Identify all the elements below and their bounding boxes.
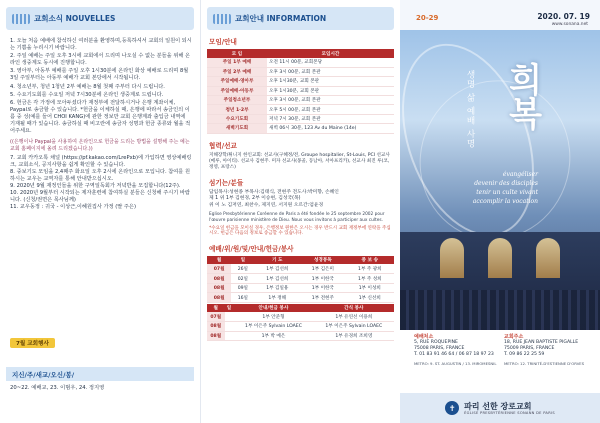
servants-line-1: 담임목사:성현종 부목사:김태식, 전현주 전도사:박미향, 손혜인 (209, 189, 339, 195)
schedule-meeting: 청년 1·2부 (207, 105, 267, 114)
service-roster-table (207, 304, 394, 341)
birthdays-header: 지신/주/새교/오신/봉/ (6, 367, 194, 381)
roster-column-header: 월 (207, 304, 225, 312)
motto-line: évangéliser (502, 171, 538, 178)
church-events-label: 7월 교회행사 (10, 338, 55, 348)
roster-cell (225, 331, 234, 341)
church-pews (400, 290, 600, 330)
stripe-deco-icon (12, 14, 30, 24)
roster-row (207, 293, 394, 303)
schedule-title: 모임/안내 (209, 38, 237, 46)
issue-number: 20-29 (416, 14, 439, 22)
roster-column-header: 성경봉독 (300, 256, 346, 264)
mission-title: 협력/선교 (209, 141, 237, 150)
schedule-meeting: 주일예배·영아부 (207, 77, 267, 86)
roster-cell: 1부 김선희 (254, 264, 300, 274)
church-city: 75009 PARIS, FRANCE (504, 346, 555, 351)
church-name-fr: ÉGLISE PRESBYTÉRIENNE SONANN DE PARIS (464, 410, 555, 415)
cover-panel (400, 0, 600, 423)
roster-row (207, 274, 394, 284)
schedule-meeting: 수요기도회 (207, 114, 267, 123)
information-header-label: 교회안내 INFORMATION (235, 14, 327, 23)
roster-column-header: 안내/헌금 봉사 (233, 304, 313, 312)
schedule-meeting: 주일 2부 예배 (207, 67, 267, 76)
vertical-motto: 생명 삶 예배 사명 (465, 70, 475, 149)
church-name: 파리 선한 장로교회 (464, 401, 532, 411)
roster-section (207, 243, 394, 341)
roster-cell: 1부 주 광희 (346, 264, 394, 274)
worship-metro: METRO: 9. ST. AUGUSTIN / 13. MIROMESNIL (414, 361, 497, 366)
notice-item: 11. 교우동정 : 귀국 - 이상근,이혜원집사 가정 (딸 주은) (10, 204, 136, 211)
roster-cell: 1부 김은미 (300, 264, 346, 274)
roster-column-header: 월 (207, 256, 231, 264)
roster-cell: 08월 (207, 283, 231, 293)
cover-title: 희복 (502, 62, 542, 130)
roster-row (207, 264, 394, 274)
schedule-meeting: 주일청소년부 (207, 96, 267, 105)
roster-cell: 26일 (231, 264, 254, 274)
schedule-row (207, 105, 394, 114)
roster-column-header: 간식 봉사 (314, 304, 394, 312)
schedule-time: 오후 1시30분, 교회 본관 (267, 86, 394, 95)
schedule-meeting: 주일예배·아동부 (207, 86, 267, 95)
roster-cell: 08월 (207, 293, 231, 303)
birthdays-line: 20~22. 예배교, 23. 이범우, 24. 정지영 (10, 385, 105, 391)
information-header (207, 7, 394, 30)
schedule-time: 오후 3시 00분, 교회 본관 (267, 67, 394, 76)
notice-item: 4. 청소년부, 청년 1청년 2부 예배는 8월 첫째 주부터 다시 드립니다. (10, 83, 165, 90)
roster-cell: 1부 주 성희 (346, 274, 394, 284)
roster-cell: 1부 김선희 (254, 274, 300, 284)
roster-cell: 07월 (207, 264, 231, 274)
roster-cell: 1부 유연선 이용희 (314, 312, 394, 322)
schedule-row (207, 96, 394, 105)
roster-cell: 1부 안준형 (233, 312, 313, 322)
window-arch (536, 238, 560, 278)
notice-item: 6. 헌금은 각 가정에 모아두셨다가 재정부에 전달하시거나 은행 계좌이체, Paypal로 송금할 수 있습니다. *헌금을 이체하실 때, 은행에 따라서 송금인의 이름 중 성(예를 들어 CHOI KANG)에 관한 정보만 교회 은행계좌 출입금 내역에 기재될 때가 있습니다. 송금하실 때 비고란에 송금자 성명과 헌금 종류와 월을 적어주세요. (10, 99, 191, 135)
roster-row (207, 312, 394, 322)
church-street: 18, RUE JEAN BAPTISTE PIGALLE (504, 340, 579, 345)
roster-cell: 1부 이은주 Sylvain LOAEC (233, 322, 313, 332)
schedule-section (207, 36, 394, 134)
notice-item: 8. 중보기도 모임을 2,4째주 화요일 오후 2시에 온라인으로 모입니다. 참여를 원하시는 교우는 교역자를 통해 안내받으십시오. (10, 169, 190, 183)
schedule-col-time: 모임시간 (267, 49, 394, 58)
roster-table (207, 256, 394, 303)
roster-cell: 02일 (231, 274, 254, 284)
notice-item: 9. 2020년 9월 재정인들을 위한 구역일독회가 저녁반을 모집합니다(12주). (10, 183, 181, 190)
roster-cell: 08월 (207, 322, 225, 332)
roster-cell: 1부 신선희 (346, 293, 394, 303)
servants-section (207, 177, 394, 238)
schedule-time: 오후 3시 00분, 교회 본관 (267, 96, 394, 105)
roster-cell: 1부 정해 (254, 293, 300, 303)
roster-cell (225, 322, 234, 332)
schedule-time: 오후 5시 00분, 교회 본관 (267, 105, 394, 114)
schedule-row (207, 67, 394, 76)
roster-cell: 1부 이은주 Sylvain LOAEC (314, 322, 394, 332)
roster-cell: 08월 (207, 331, 225, 341)
worship-city: 75008 PARIS, FRANCE (414, 346, 465, 351)
website-link[interactable]: www.sonana.net (551, 22, 588, 27)
notice-item: 5. 수요기도회를 수요일 저녁 7시30분에 온라인 생중계로 드립니다. (10, 91, 164, 98)
schedule-row (207, 124, 394, 133)
motto-line: devenir des disciples (474, 180, 538, 187)
notices-header (6, 7, 194, 30)
schedule-time: 새벽 06시 30분, 123 Av du Maine (14e) (267, 124, 394, 133)
roster-cell: 16일 (231, 293, 254, 303)
roster-row (207, 283, 394, 293)
church-address (504, 334, 600, 366)
window-arch (488, 238, 512, 278)
roster-cell: 09일 (231, 283, 254, 293)
roster-title: 예배/위/원/및/안내/헌금/봉사 (209, 245, 294, 254)
roster-column-header: 중 보 송 (346, 256, 394, 264)
notices-panel (0, 0, 200, 423)
worship-address-label: 예배처소 (414, 334, 434, 340)
schedule-time: 저녁 7시 30분, 교회 본관 (267, 114, 394, 123)
notice-item: 7. 교회 카카오톡 채널 (https://pf.kakao.com/LrePxb)에 가입하면 영상예배링크, 교회소식, 공지사항을 쉽게 확인할 수 있습니다. (10, 155, 192, 169)
schedule-table (207, 49, 394, 134)
roster-cell: 1부 유경희 조희영 (314, 331, 394, 341)
mission-section (207, 140, 394, 171)
roster-column-header: 일 (225, 304, 234, 312)
notices-list-continued (10, 155, 192, 211)
schedule-row (207, 86, 394, 95)
mission-text: 지해장학/튀니지 한인교회: 선교사(구혜정/전, Groupe hospitalier, St-Louis, PCI 선교사(메루, 아이티). 선교사 김현주. 미자 선교사(몽골, 동남아, 서아프리카), 선교사 최진 루(코, 정영, 프랑스) (209, 152, 390, 170)
schedule-row (207, 114, 394, 123)
roster-cell: 08월 (207, 274, 231, 284)
roster-column-header: 일 (231, 256, 254, 264)
cross-logo-icon: ✝ (445, 401, 459, 415)
bulletin-date: 2020. 07. 19 (537, 12, 590, 21)
worship-phone[interactable]: T. 01 83 91 46 64 / 06 87 18 97 23 (414, 352, 494, 357)
stripe-deco-icon (213, 14, 231, 24)
church-footer (400, 393, 600, 423)
servants-title: 섬기는/분들 (209, 178, 244, 187)
roster-cell: 1부 김일용 (254, 283, 300, 293)
notice-item: 10. 2020년 9월부터 시작되는 제자훈련에 참여하실 분들은 신청해 주시기 바랍니다. (신청/권면은 목사님께) (10, 190, 190, 204)
notice-item: 1. 오늘 처음 예배에 참석하신 여러분을 환영하며,등록하셔서 교회의 일원이 되시는 기쁨을 누리시기 바랍니다. (10, 38, 192, 52)
offering-notice: *수요일 헌금을 모이실 경우, 은행정보 원한은 오시는 경우 반드시 교회 재정부에 연락을 주십시오. 헌금은 다음의 정보로 송금할 수 있습니다. (209, 225, 391, 237)
schedule-row (207, 77, 394, 86)
worship-address (414, 334, 512, 366)
roster-cell: 1부 이한국 (300, 274, 346, 284)
schedule-row (207, 58, 394, 67)
online-offering-note: ((은행이나 Paypal을 사용하여 온라인으로 헌금을 드리는 방법을 설명해 주는 예는 교회 홈페이지에 올려 드리겠습니다.)) (10, 139, 190, 152)
schedule-time: 오후 1시30분, 교회 본관 (267, 77, 394, 86)
church-address-label: 교회주소 (504, 334, 524, 340)
schedule-meeting: 새벽기도회 (207, 124, 267, 133)
window-arch (440, 238, 464, 278)
servants-line-2: 제 1 위 1부 김현경, 2부 이승현, 김성국(목) (209, 196, 301, 202)
roster-cell: 07월 (207, 312, 225, 322)
notice-item: 3. 영아부, 아동부 예배를 주일 오후 1시30분에 온라인 화상 예배로 드리며 8월 3일 주일부터는 아동부 예배가 교회 본당에서 시작됩니다. (10, 68, 189, 82)
schedule-time: 오전 11시 00분, 교회본당 (267, 58, 394, 67)
information-panel (200, 0, 400, 423)
roster-column-header: 기 도 (254, 256, 300, 264)
motto-line: accomplir la vocation (472, 198, 538, 205)
notices-list (10, 38, 192, 135)
roster-cell: 1부 이한국 (300, 283, 346, 293)
servants-line-3: 위 이 노 김저연, 최찬수, 제지연, 서지원 오르간:엄윤경 (209, 202, 324, 208)
schedule-col-meeting: 모 임 (207, 49, 267, 58)
church-description-fr: Eglise Presbytérienne Coréenne de Paris a été fondée le 25 septembre 2002 pour l'œuvre parisienne ministère de Dieu. Nous vous invitons à participer aux cultes. (209, 212, 385, 223)
worship-street: 5, RUE ROQUEPINE (414, 340, 458, 345)
motto-line: tenir un culte vivant (476, 189, 538, 196)
roster-cell: 1부 이성희 (346, 283, 394, 293)
roster-cell (225, 312, 234, 322)
notices-header-label: 교회소식 NOUVELLES (34, 14, 116, 23)
roster-cell: 1부 박 예은 (233, 331, 313, 341)
schedule-meeting: 주일 1부 예배 (207, 58, 267, 67)
church-phone[interactable]: T. 09 86 22 25 59 (504, 352, 545, 357)
roster-row (207, 322, 394, 332)
cover-french-motto (438, 170, 538, 206)
roster-cell: 1부 전현주 (300, 293, 346, 303)
roster-row (207, 331, 394, 341)
church-name-block (464, 402, 555, 415)
church-metro: METRO: 12. TRINITÉ-D'ESTIENNE D'ORVES (504, 361, 585, 366)
notice-item: 2. 주일 예배는 주일 오후 3시에 교회에서 드리며 나오실 수 없는 분들을 위해 온라인 생중계도 동시에 진행합니다. (10, 53, 191, 67)
